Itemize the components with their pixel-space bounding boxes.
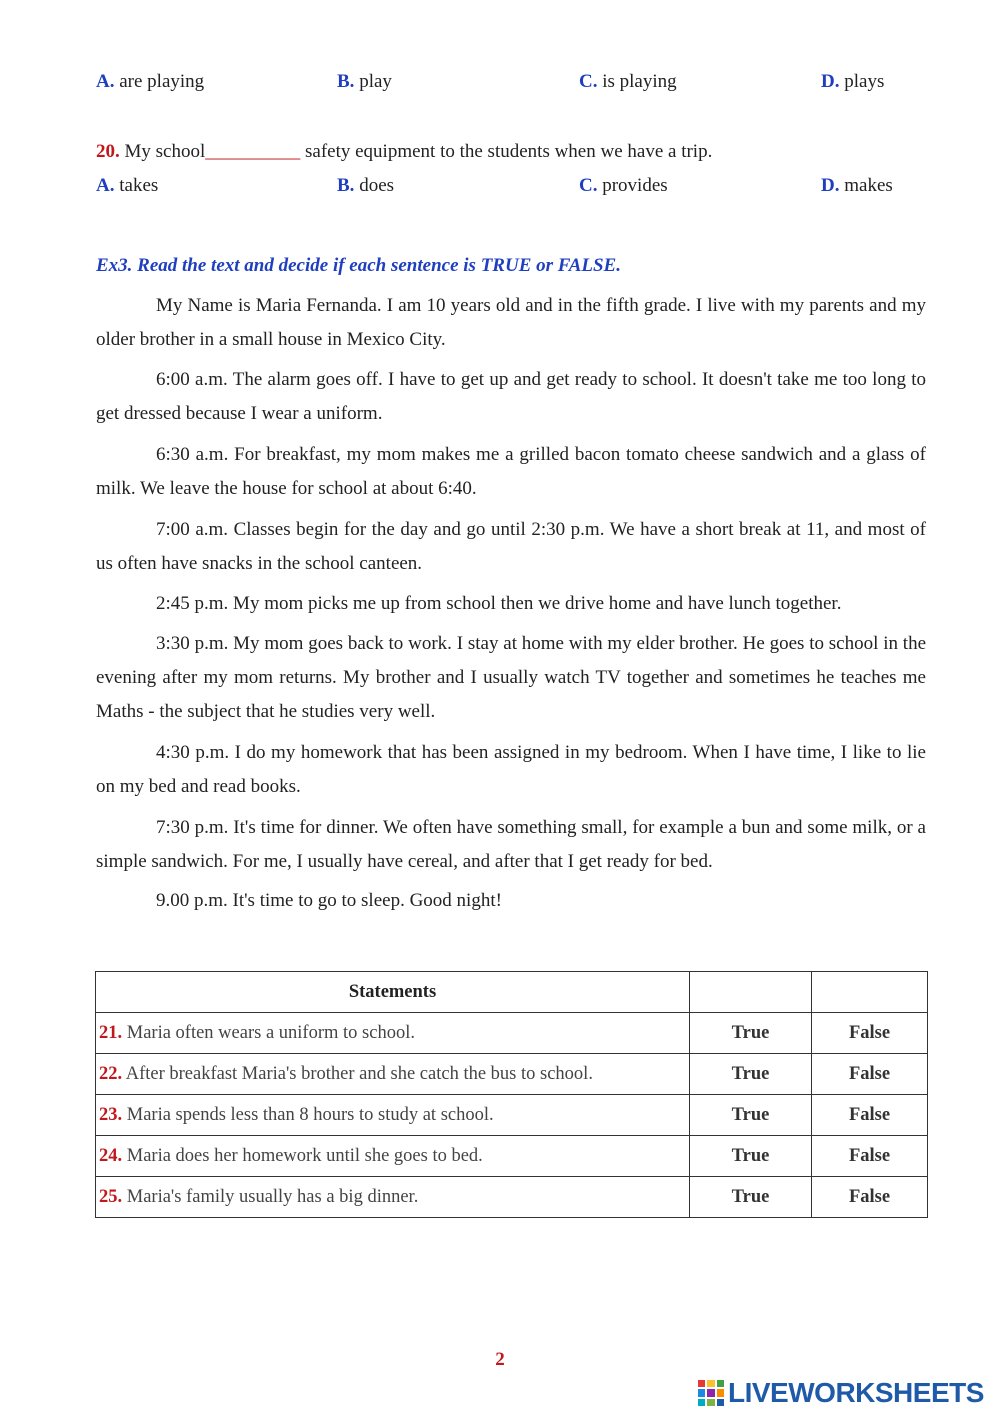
true-option-23[interactable]: True [690, 1095, 812, 1136]
logo-grid-icon [698, 1380, 724, 1406]
q20-option-a[interactable]: A. takes [96, 175, 159, 196]
q20-options [96, 175, 916, 201]
q20-option-c[interactable]: C. provides [579, 175, 668, 196]
reading-paragraph-0630: 6:30 a.m. For breakfast, my mom makes me a grilled bacon tomato cheese sandwich and a glass of milk. We leave the house for school at about 6:40. [96, 444, 926, 499]
reading-paragraph-2100: 9.00 p.m. It's time to go to sleep. Good night! [156, 890, 502, 911]
q19-option-b[interactable]: B. play [337, 71, 392, 92]
statement-21: 21. Maria often wears a uniform to school. [96, 1013, 690, 1054]
logo-text: LIVEWORKSHEETS [728, 1377, 984, 1408]
q20-option-d[interactable]: D. makes [821, 175, 893, 196]
reading-paragraph-1530: 3:30 p.m. My mom goes back to work. I stay at home with my elder brother. He goes to school in the evening after my mom returns. My brother and I usually watch TV together and sometimes he teaches me Maths - the subject that he studies very well. [96, 633, 926, 722]
q19-option-c[interactable]: C. is playing [579, 71, 677, 92]
false-option-22[interactable]: False [812, 1054, 928, 1095]
true-option-24[interactable]: True [690, 1136, 812, 1177]
table-row [96, 1054, 928, 1095]
false-option-25[interactable]: False [812, 1177, 928, 1218]
q20-option-b[interactable]: B. does [337, 175, 395, 196]
statement-24: 24. Maria does her homework until she goes to bed. [96, 1136, 690, 1177]
reading-paragraph-0700: 7:00 a.m. Classes begin for the day and go until 2:30 p.m. We have a short break at 11, and most of us often have snacks in the school canteen. [96, 519, 926, 574]
true-option-21[interactable]: True [690, 1013, 812, 1054]
false-option-21[interactable]: False [812, 1013, 928, 1054]
q19-options [96, 71, 916, 97]
reading-paragraph-1445: 2:45 p.m. My mom picks me up from school then we drive home and have lunch together. [156, 593, 842, 614]
false-option-23[interactable]: False [812, 1095, 928, 1136]
statements-header: Statements [96, 972, 690, 1013]
liveworksheets-logo[interactable] [698, 1377, 984, 1409]
table-row [96, 1136, 928, 1177]
true-option-25[interactable]: True [690, 1177, 812, 1218]
table-row [96, 1177, 928, 1218]
reading-paragraph-1630: 4:30 p.m. I do my homework that has been assigned in my bedroom. When I have time, I like to lie on my bed and read books. [96, 742, 926, 797]
table-row [96, 1095, 928, 1136]
page-number: 2 [495, 1349, 505, 1370]
q19-option-a[interactable]: A. are playing [96, 71, 205, 92]
true-option-22[interactable]: True [690, 1054, 812, 1095]
reading-paragraph-intro: My Name is Maria Fernanda. I am 10 years old and in the fifth grade. I live with my parents and my older brother in a small house in Mexico City. [96, 295, 926, 350]
q19-option-d[interactable]: D. plays [821, 71, 885, 92]
statement-25: 25. Maria's family usually has a big dinner. [96, 1177, 690, 1218]
statement-23: 23. Maria spends less than 8 hours to study at school. [96, 1095, 690, 1136]
false-column-header [812, 972, 928, 1013]
true-column-header [690, 972, 812, 1013]
reading-paragraph-1930: 7:30 p.m. It's time for dinner. We often have something small, for example a bun and some milk, or a simple sandwich. For me, I usually have cereal, and after that I get ready for bed. [96, 817, 926, 872]
table-row [96, 1013, 928, 1054]
true-false-table [95, 971, 928, 1218]
exercise-3-title: Ex3. Read the text and decide if each sentence is TRUE or FALSE. [96, 255, 621, 276]
statement-22: 22. After breakfast Maria's brother and she catch the bus to school. [96, 1054, 690, 1095]
false-option-24[interactable]: False [812, 1136, 928, 1177]
q20-question: 20. My school__________ safety equipment to the students when we have a trip. [96, 141, 713, 162]
table-header-row [96, 972, 928, 1013]
reading-paragraph-0600: 6:00 a.m. The alarm goes off. I have to get up and get ready to school. It doesn't take me too long to get dressed because I wear a uniform. [96, 369, 926, 424]
q20-blank[interactable]: __________ [205, 141, 301, 162]
